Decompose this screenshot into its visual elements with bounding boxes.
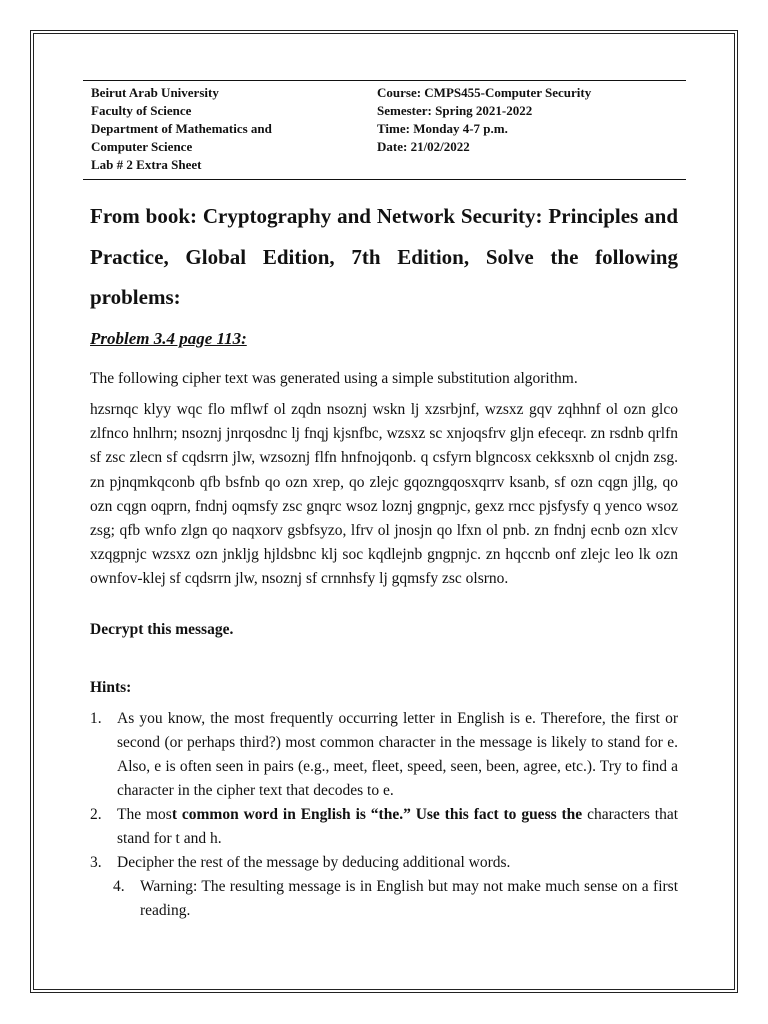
hint-number: 3.	[90, 854, 102, 871]
list-item	[90, 851, 678, 875]
course-name: Course: CMPS455-Computer Security	[377, 85, 592, 100]
cipher-text: hzsrnqc klyy wqc flo mflwf ol zqdn nsoznj wskn lj xzsrbjnf, wzsxz gqv zqhhnf ol ozn glco zlfnco hnlhrn; nsoznj jnrqosdnc lj fnqj kjsnfbc, wzsxz sc xnjoqsfrv gljn efeceqr. zn rsdnb qrlfn sf zsc zlecn sf cqdsrrn jlw, wzsoznj flfn hnfnojqonb. q csfyrn blgncosx cekksxnb ol cnjdn zsg. zn pjnqmkqconb qfb bsfnb qo ozn xrep, qo zlejc gqozngqosxqrrv ksanb, sf ozn cqgn jllg, qo ozn cqgn oqprn, fndnj oqmsfy zsc gnqrc wsoz loznj gngpnjc, gexz rncc pjsfysfy q yenco wsoz zsg; qfb wnfo zlgn qo naqxorv gsbfsyzo, lfrv ol jnosjn qo lfxn ol pnb. zn fndnj ecnb ozn xlcv xzqgpnjc wzsxz ozn jnkljg hjldsbnc klj soc kqdlejnb gngpnjc. zn hqccnb onf zlejc leo lk ozn ownfov-klej sf cqdsrrn jlw, nsoznj sf crnnhsfy lj gqmsfy zsc olsrno.	[90, 401, 678, 588]
hint-text: Decipher the rest of the message by deducing additional words.	[117, 854, 511, 871]
hint-text-plain: The mos	[117, 806, 172, 823]
hint-text-plain-end: characters that stand for t and h.	[117, 806, 679, 847]
hint-text: As you know, the most frequently occurring letter in English is e. Therefore, the first or second (or perhaps third?) most common character in the message is likely to stand for e. Also, e is often seen in pairs (e.g., meet, fleet, speed, seen, been, agree, etc.). Try to find a character in the cipher text that decodes to e.	[117, 710, 678, 799]
list-item	[90, 803, 678, 851]
faculty-name: Faculty of Science	[91, 103, 192, 118]
hints-list	[90, 707, 678, 923]
course-header	[83, 80, 686, 180]
problem-intro: The following cipher text was generated using a simple substitution algorithm.	[90, 370, 578, 387]
hint-number: 4.	[113, 878, 125, 895]
hint-text: Warning: The resulting message is in English but may not make much sense on a first reading.	[140, 878, 678, 919]
hint-text-bold: t common word in English is “the.” Use this fact to guess the	[171, 806, 583, 823]
class-time: Time: Monday 4-7 p.m.	[377, 121, 508, 136]
problem-title: Problem 3.4 page 113:	[90, 329, 247, 348]
department-name-line1: Department of Mathematics and	[91, 121, 272, 136]
hints-title: Hints:	[90, 679, 132, 696]
university-name: Beirut Arab University	[91, 85, 219, 100]
department-name-line2: Computer Science	[91, 139, 193, 154]
semester: Semester: Spring 2021-2022	[377, 103, 533, 118]
hint-number: 2.	[90, 806, 102, 823]
university-info	[83, 84, 369, 174]
hint-number: 1.	[90, 710, 102, 727]
lab-title: Lab # 2 Extra Sheet	[91, 157, 202, 172]
list-item	[90, 875, 678, 923]
main-heading: From book: Cryptography and Network Security: Principles and Practice, Global Edition, 7th Edition, Solve the following problems:	[90, 204, 678, 309]
date: Date: 21/02/2022	[377, 139, 470, 154]
list-item	[90, 707, 678, 803]
course-info	[369, 84, 686, 174]
hint-text	[117, 803, 678, 851]
decrypt-instruction: Decrypt this message.	[90, 621, 234, 638]
